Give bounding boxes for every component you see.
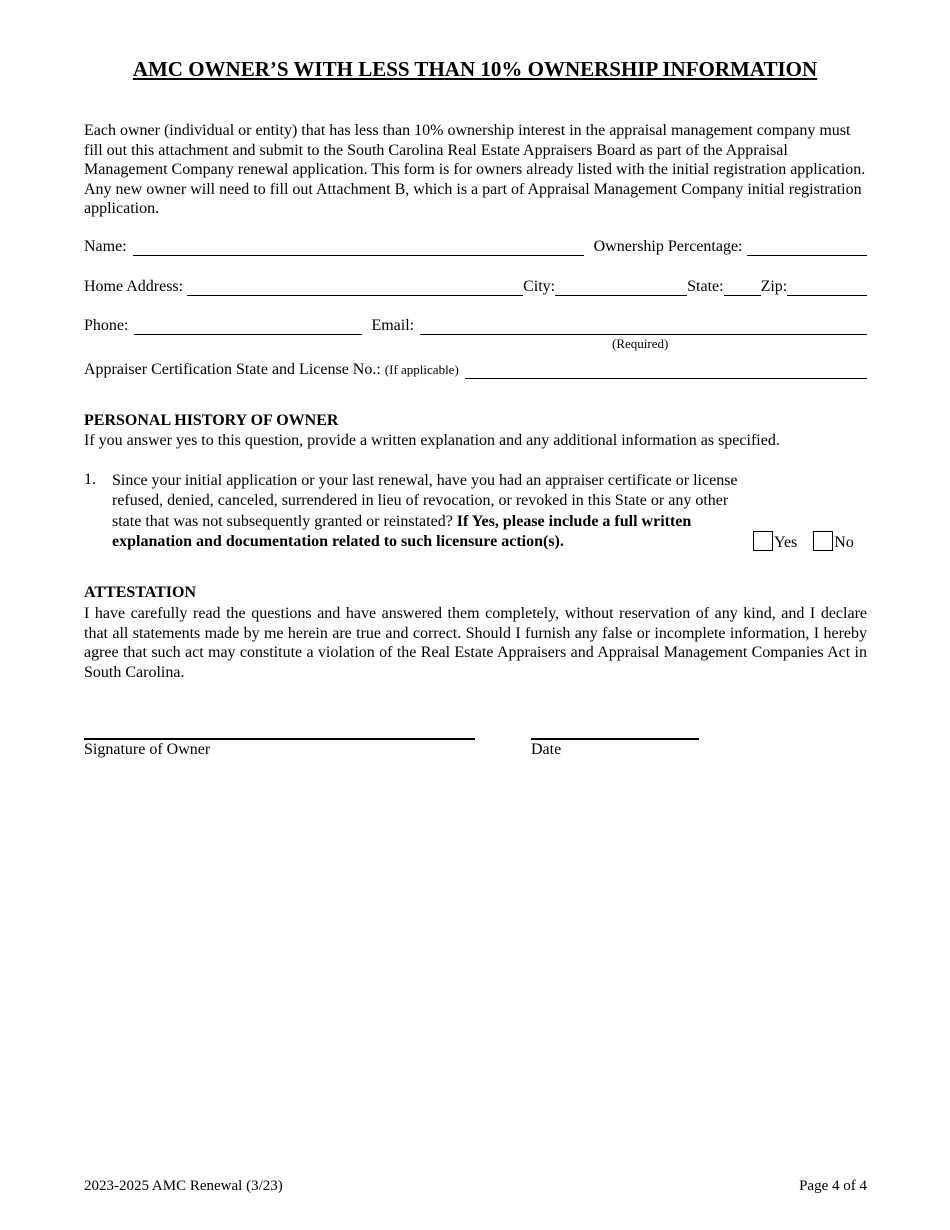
- state-label: State:: [687, 278, 724, 295]
- name-label: Name:: [84, 238, 127, 255]
- question-bold-text: If Yes, please include a full written explanation and documentation related to such licensure action(s).: [112, 512, 692, 550]
- date-line[interactable]: [531, 738, 699, 740]
- question-text: Since your initial application or your last renewal, have you had an appraiser certificate or license refused, denied, canceled, surrendered in lieu of revocation, or revoked in this State or any other state that was not subsequently granted or reinstated?: [112, 472, 738, 530]
- name-field[interactable]: [133, 240, 584, 256]
- yes-label: Yes: [774, 534, 798, 551]
- state-field[interactable]: [724, 280, 761, 296]
- ownership-field[interactable]: [747, 240, 868, 256]
- appraiser-note: (If applicable): [384, 362, 459, 377]
- city-label: City:: [523, 278, 556, 295]
- no-checkbox[interactable]: [813, 531, 833, 551]
- appraiser-row: [84, 359, 867, 379]
- yes-no-options: [753, 531, 854, 552]
- signature-line[interactable]: [84, 738, 475, 740]
- zip-field[interactable]: [787, 280, 867, 296]
- email-label: Email:: [371, 317, 415, 334]
- attestation-heading: ATTESTATION: [84, 584, 197, 601]
- question-1: [112, 471, 744, 552]
- home-address-label: Home Address:: [84, 278, 184, 295]
- phone-label: Phone:: [84, 317, 129, 334]
- footer-form-id: 2023-2025 AMC Renewal (3/23): [84, 1178, 283, 1194]
- no-label: No: [834, 534, 854, 551]
- signature-label: Signature of Owner: [84, 741, 211, 758]
- yes-checkbox[interactable]: [753, 531, 773, 551]
- zip-label: Zip:: [760, 278, 788, 295]
- address-row: [84, 276, 867, 296]
- email-field[interactable]: [420, 319, 867, 335]
- attestation-text: I have carefully read the questions and have answered them completely, without reservation of any kind, and I declare that all statements made by me herein are true and correct. Should I furnish any false or incomplete information, I hereby agree that such act may constitute a violation of the Real Estate Appraisers and Appraisal Management Companies Act in South Carolina.: [84, 605, 867, 681]
- phone-email-row: [84, 315, 867, 335]
- page-title: AMC OWNER’S WITH LESS THAN 10% OWNERSHIP INFORMATION: [132, 57, 818, 81]
- name-row: [84, 236, 867, 256]
- home-address-field[interactable]: [187, 280, 523, 296]
- intro-paragraph: Each owner (individual or entity) that has less than 10% ownership interest in the appraisal management company must fill out this attachment and submit to the South Carolina Real Estate Appraisers Board as part of the Appraisal Management Company renewal application. This form is for owners already listed with the initial registration application. Any new owner will need to fill out Attachment B, which is a part of Appraisal Management Company initial registration application.: [84, 122, 866, 218]
- personal-history-instruction: If you answer yes to this question, provide a written explanation and any additional information as specified.: [84, 432, 780, 449]
- personal-history-heading: PERSONAL HISTORY OF OWNER: [84, 412, 339, 429]
- date-label: Date: [531, 741, 562, 758]
- ownership-label: Ownership Percentage:: [593, 238, 743, 255]
- city-field[interactable]: [555, 280, 687, 296]
- appraiser-label: Appraiser Certification State and License No.:: [84, 361, 381, 378]
- question-number: 1.: [84, 471, 96, 488]
- email-required-note: (Required): [612, 336, 669, 351]
- appraiser-license-field[interactable]: [465, 363, 867, 379]
- phone-field[interactable]: [134, 319, 362, 335]
- footer-page-number: Page 4 of 4: [799, 1178, 867, 1194]
